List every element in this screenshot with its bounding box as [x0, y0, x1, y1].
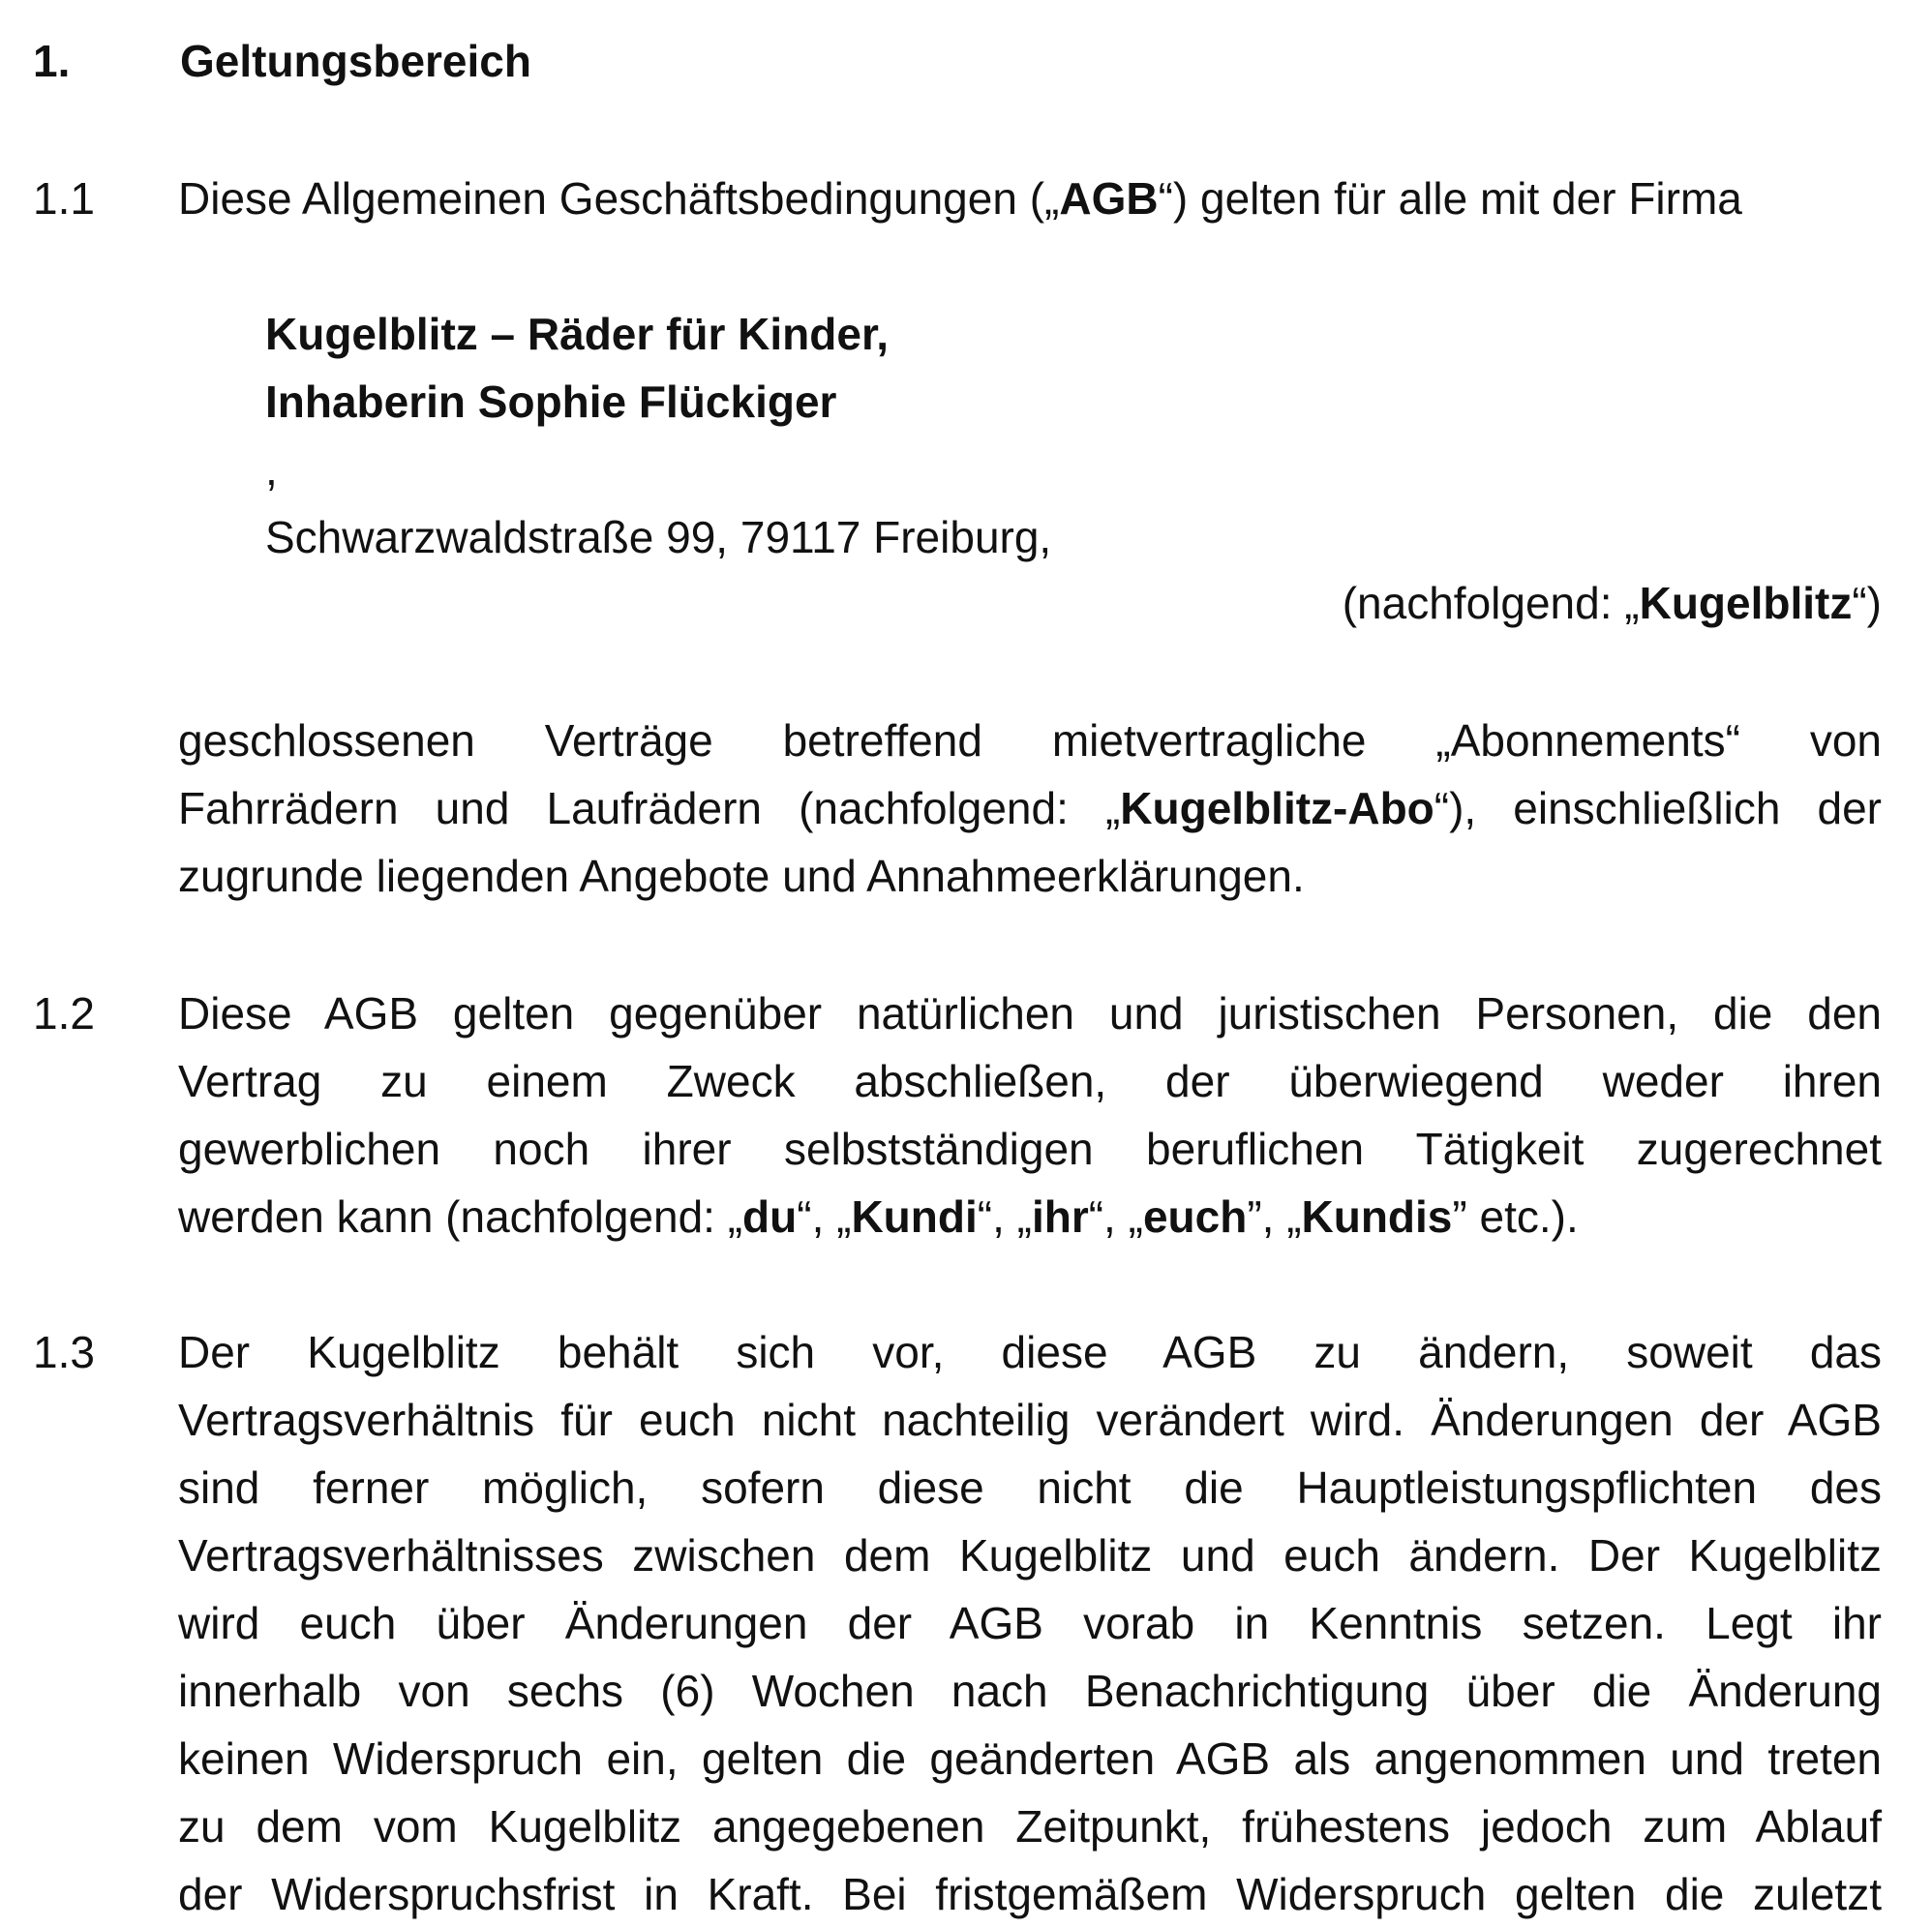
paragraph-line: keinen Widerspruch ein, gelten die geänderten AGB als angenommen und treten — [178, 1733, 1882, 1784]
paragraph-line: Der Kugelblitz behält sich vor, diese AGB zu ändern, soweit das — [178, 1327, 1882, 1377]
defined-term-ihr: ihr — [1031, 1191, 1089, 1242]
paragraph-line: Vertrag zu einem Zweck abschließen, der überwiegend weder ihren — [178, 1056, 1882, 1106]
clause-1-1-intro-line — [178, 165, 1882, 232]
clause-1-1-continuation — [178, 707, 1882, 910]
text-span: “, „ — [797, 1191, 852, 1242]
paragraph-line — [178, 1183, 1882, 1250]
company-owner — [265, 368, 1051, 503]
defined-term-kundis: Kundis — [1301, 1191, 1453, 1242]
text-span: ” etc.). — [1452, 1191, 1579, 1242]
text-span: ”, „ — [1247, 1191, 1302, 1242]
paragraph-line: sind ferner möglich, sofern diese nicht die Hauptleistungspflichten des — [178, 1462, 1882, 1513]
section-number: 1. — [33, 36, 71, 86]
clause-1-3 — [178, 1318, 1882, 1928]
text-span: Fahrrädern und Laufrädern (nachfolgend: „ — [178, 783, 1121, 833]
clause-1-1-intro — [178, 165, 1882, 232]
text-span: “, „ — [1088, 1191, 1143, 1242]
text-span: Diese Allgemeinen Geschäftsbedingungen („ — [178, 173, 1060, 224]
defined-term-kundi: Kundi — [851, 1191, 978, 1242]
text-span: (nachfolgend: „ — [1342, 578, 1640, 628]
company-name-text: Kugelblitz – Räder für Kinder, — [265, 309, 890, 359]
company-name — [265, 300, 1051, 368]
text-span: , — [265, 444, 278, 495]
defined-term-kugelblitz: Kugelblitz — [1639, 578, 1853, 628]
text-span: “, „ — [977, 1191, 1032, 1242]
paragraph-line: Diese AGB gelten gegenüber natürlichen und juristischen Personen, die den — [178, 988, 1882, 1039]
paragraph-line — [178, 774, 1882, 842]
paragraph-line: geschlossenen Verträge betreffend mietvertragliche „Abonnements“ von — [178, 715, 1882, 766]
defined-term-du: du — [742, 1191, 798, 1242]
text-span: “) gelten für alle mit der Firma — [1158, 173, 1742, 224]
paragraph-line: gewerblichen noch ihrer selbstständigen beruflichen Tätigkeit zugerechnet — [178, 1124, 1882, 1174]
company-address — [265, 300, 1051, 571]
clause-1-2 — [178, 979, 1882, 1250]
text-span: werden kann (nachfolgend: „ — [178, 1191, 743, 1242]
alias-kugelblitz — [1343, 569, 1882, 637]
text-span: “), einschließlich der — [1434, 783, 1882, 833]
paragraph-line: zu dem vom Kugelblitz angegebenen Zeitpunkt, frühestens jedoch zum Ablauf — [178, 1801, 1882, 1852]
defined-term-kugelblitz-abo: Kugelblitz-Abo — [1120, 783, 1434, 833]
clause-number-1-2: 1.2 — [33, 988, 95, 1039]
text-span: “) — [1852, 578, 1882, 628]
company-street: Schwarzwaldstraße 99, 79117 Freiburg, — [265, 512, 1052, 562]
section-title: Geltungsbereich — [180, 36, 531, 86]
paragraph-line: wird euch über Änderungen der AGB vorab in Kenntnis setzen. Legt ihr — [178, 1598, 1882, 1648]
paragraph-line: innerhalb von sechs (6) Wochen nach Benachrichtigung über die Änderung — [178, 1666, 1882, 1716]
paragraph-line: Vertragsverhältnisses zwischen dem Kugelblitz und euch ändern. Der Kugelblitz — [178, 1530, 1882, 1581]
defined-term-agb: AGB — [1059, 173, 1159, 224]
clause-number-1-3: 1.3 — [33, 1327, 95, 1377]
clause-number-1-1: 1.1 — [33, 173, 95, 224]
defined-term-euch: euch — [1142, 1191, 1248, 1242]
paragraph-line: der Widerspruchsfrist in Kraft. Bei fristgemäßem Widerspruch gelten die zuletzt — [178, 1869, 1882, 1919]
company-owner-text: Inhaberin Sophie Flückiger — [265, 377, 837, 427]
paragraph-line: zugrunde liegenden Angebote und Annahmeerklärungen. — [178, 851, 1305, 901]
paragraph-line: Vertragsverhältnis für euch nicht nachteilig verändert wird. Änderungen der AGB — [178, 1395, 1882, 1445]
